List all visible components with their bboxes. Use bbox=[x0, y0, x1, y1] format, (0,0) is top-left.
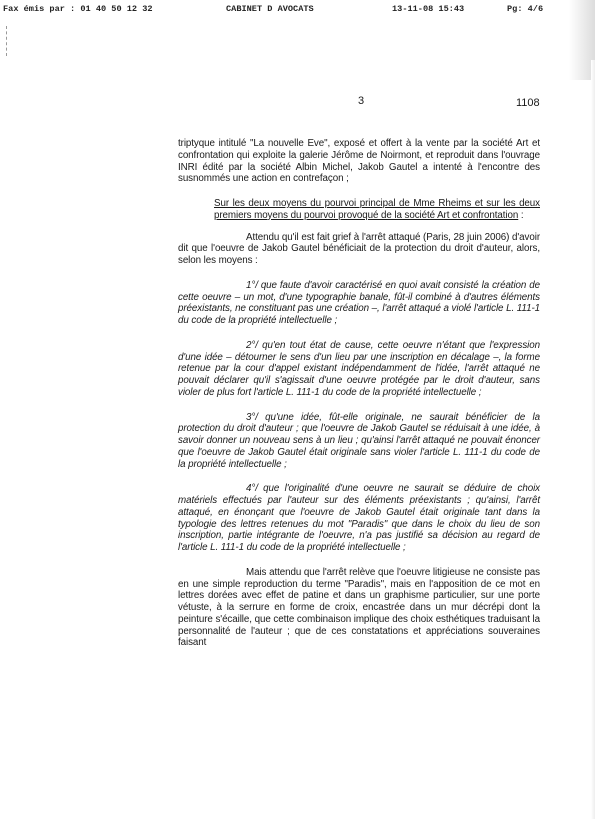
fax-datetime: 13-11-08 15:43 bbox=[392, 4, 465, 14]
document-body bbox=[178, 138, 540, 662]
fax-header bbox=[0, 0, 595, 18]
section-heading bbox=[178, 198, 540, 222]
section-heading-colon: : bbox=[518, 209, 524, 221]
fax-sender: Fax émis par : 01 40 50 12 32 bbox=[3, 4, 153, 14]
moyen-4: 4°/ que l'originalité d'une oeuvre ne saurait se déduire de choix matériels effectués par l'auteur sur des éléments préexistants ; qu'ainsi, l'arrêt attaqué, en énonçant que l'oeuvre de Jakob Gautel était originale tant dans la typologie des lettres retenues du mot "Paradis" que dans le choix du lieu de son inscription, partie intégrante de l'oeuvre, n'a pas justifié sa décision au regard de l'article L. 111-1 du code de la propriété intellectuelle ; bbox=[178, 483, 540, 553]
margin-mark bbox=[6, 26, 8, 56]
fax-firm: CABINET D AVOCATS bbox=[226, 4, 314, 14]
section-heading-text: Sur les deux moyens du pourvoi principal de Mme Rheims et sur les deux premiers moyens du pourvoi provoqué de la société Art et confrontation bbox=[214, 198, 540, 221]
moyen-1: 1°/ que faute d'avoir caractérisé en quoi avait consisté la création de cette oeuvre – un mot, d'une typographie banale, fût-il combiné à d'autres éléments préexistants, ne constituant pas une création –, l'arrêt attaqué a violé l'article L. 111-1 du code de la propriété intellectuelle ; bbox=[178, 279, 540, 326]
paragraph-response: Mais attendu que l'arrêt relève que l'oeuvre litigieuse ne consiste pas en une simple reproduction du terme "Paradis", mais en l'apposition de ce mot en lettres dorées avec effet de patine et dans un graphisme particulier, sur une porte vétuste, à la serrure en forme de croix, encastrée dans un mur décrépi dont la peinture s'écaille, que cette combinaison implique des choix esthétiques traduisant la personnalité de l'auteur ; que de ces constatations et appréciations souveraines faisant bbox=[178, 566, 540, 649]
paragraph-grief: Attendu qu'il est fait grief à l'arrêt attaqué (Paris, 28 juin 2006) d'avoir dit que l'oeuvre de Jakob Gautel bénéficiait de la protection du droit d'auteur, alors, selon les moyens : bbox=[178, 231, 540, 266]
document-reference: 1108 bbox=[516, 97, 540, 109]
page-number: 3 bbox=[358, 95, 365, 107]
paragraph-facts: triptyque intitulé "La nouvelle Eve", exposé et offert à la vente par la société Art et confrontation qui exploite la galerie Jérôme de Noirmont, et reproduit dans l'ouvrage INRI édité par la société Albin Michel, Jakob Gautel a intenté à l'encontre des susnommés une action en contrefaçon ; bbox=[178, 138, 540, 185]
moyen-2: 2°/ qu'en tout état de cause, cette oeuvre n'étant que l'expression d'une idée – détourner le sens d'un lieu par une inscription en décalage –, la forme retenue par la cour d'appel existant indépendamment de l'idée, l'arrêt attaqué ne pouvait déclarer qu'il s'agissait d'une oeuvre protégée par le droit d'auteur, sans violer de plus fort l'article L. 111-1 du code de la propriété intellectuelle ; bbox=[178, 339, 540, 398]
fax-page-count: Pg: 4/6 bbox=[507, 4, 544, 14]
scan-edge bbox=[591, 60, 595, 819]
moyen-3: 3°/ qu'une idée, fût-elle originale, ne saurait bénéficier de la protection du droit d'auteur ; que l'oeuvre de Jakob Gautel se réduisait à une idée, à savoir donner un nouveau sens à un lieu ; qu'ainsi l'arrêt attaqué ne pouvait énoncer que l'oeuvre de Jakob Gautel était originale sans violer l'article L. 111-1 du code de la propriété intellectuelle ; bbox=[178, 411, 540, 470]
